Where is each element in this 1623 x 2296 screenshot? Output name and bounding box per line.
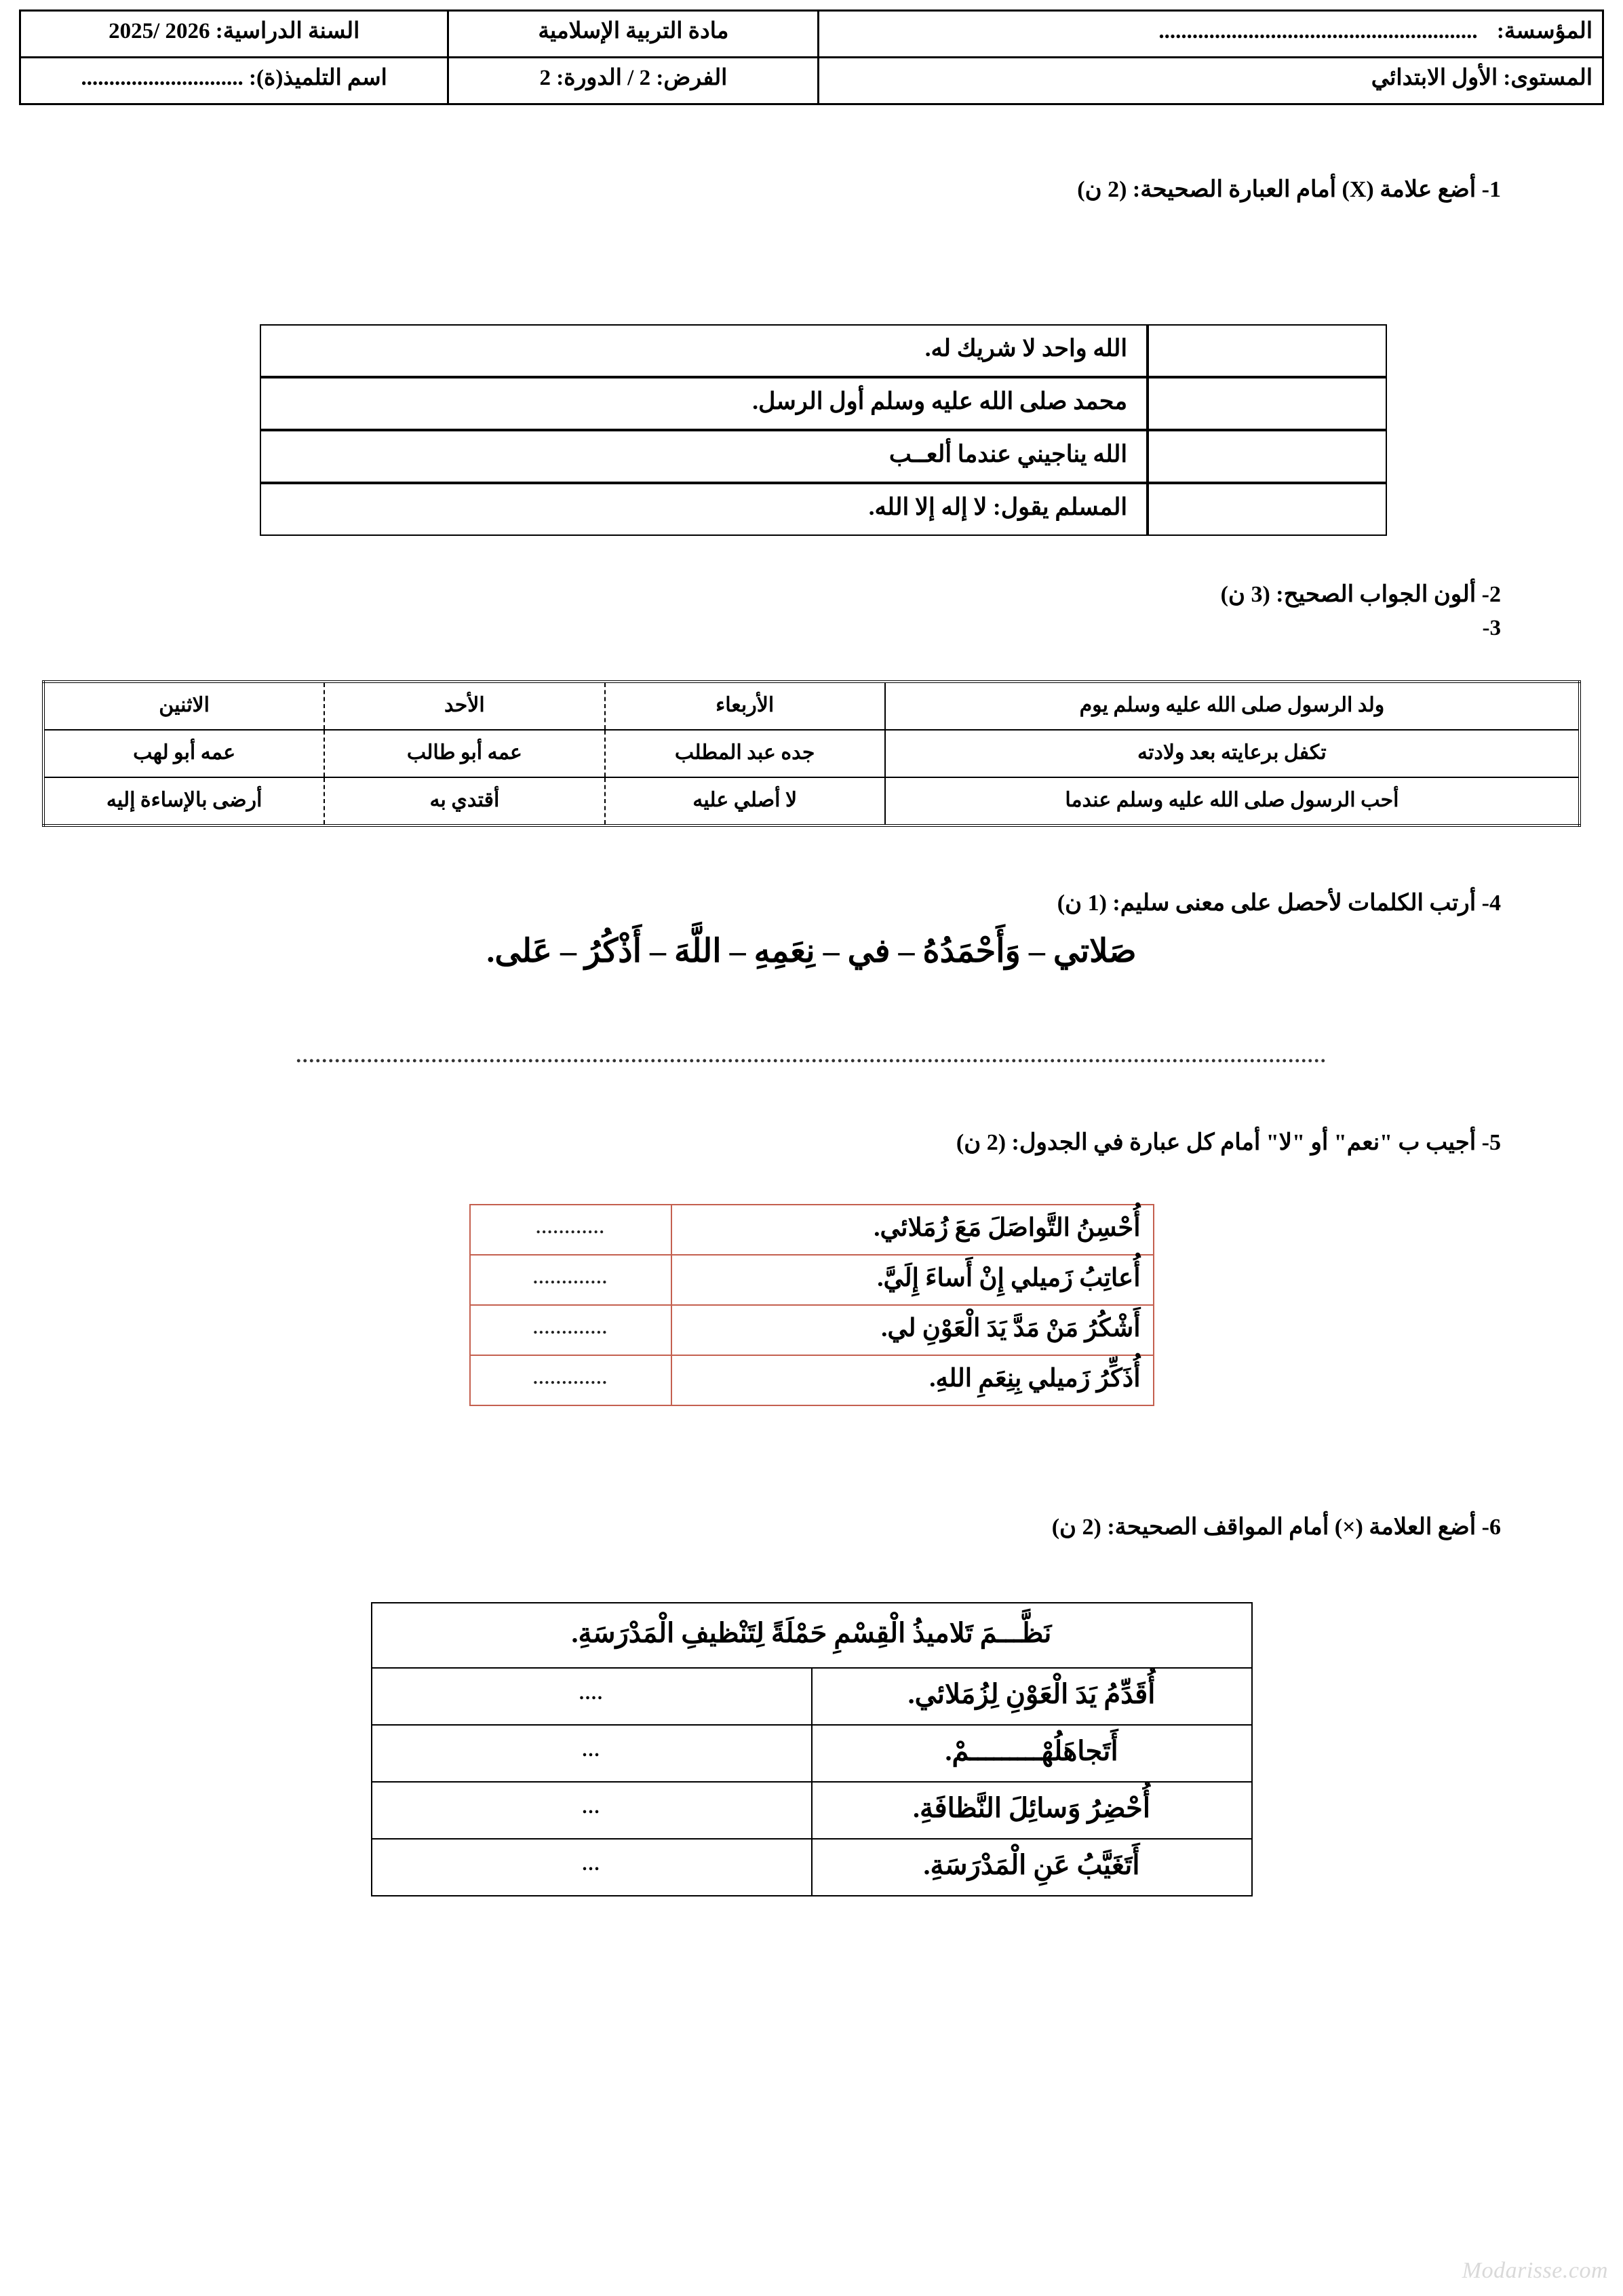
statement-text: أَتَغَيَّبُ عَنِ الْمَدْرَسَةِ. [812,1839,1252,1896]
option-cell[interactable]: الأحد [324,682,604,730]
table-header-row [372,1603,1252,1668]
header-row-2 [20,58,1603,104]
option-cell[interactable]: عمه أبو لهب [43,730,324,777]
pupil-name-label: اسم التلميذ(ة): [249,66,387,91]
statement-text: ولد الرسول صلى الله عليه وسلم يوم [885,682,1580,730]
option-cell[interactable]: عمه أبو طالب [324,730,604,777]
table-row [260,430,1387,483]
level-cell: المستوى: الأول الابتدائي [819,58,1603,104]
statement-text: أُحْسِنُ التَّواصَلَ مَعَ زُمَلائي. [671,1205,1153,1255]
institution-label: المؤسسة: [1496,19,1592,44]
question-5-prompt: 5- أجيب ب "نعم" أو "لا" أمام كل عبارة في الجدول: (2 ن) [956,1130,1501,1155]
question-1-prompt: 1- أضع علامة (X) أمام العبارة الصحيحة: (2 ن) [1077,177,1501,202]
pupil-name-cell [20,58,448,104]
pupil-name-value: ............................. [81,66,243,91]
test-cell: الفرض: 2 / الدورة: 2 [448,58,819,104]
institution-value: ......................................................... [1158,19,1478,44]
statement-text: تكفل برعايته بعد ولادته [885,730,1580,777]
site-watermark: Modarisse.com [1462,2258,1608,2283]
institution-cell [819,11,1603,58]
school-year-label: السنة الدراسية: [215,19,360,44]
answer-box[interactable]: ... [372,1725,812,1782]
question-2-prompt: 2- ألون الجواب الصحيح: (3 ن) [1220,582,1501,607]
table-row [372,1668,1252,1725]
option-cell[interactable]: الأربعاء [605,682,885,730]
question-1-table-wrapper [260,324,1387,536]
answer-box[interactable] [1148,430,1387,483]
question-6-table-wrapper [0,1602,1623,1896]
question-4-prompt: 4- أرتب الكلمات لأحصل على معنى سليم: (1 ن) [1057,891,1501,916]
school-year-value: 2026 /2025 [109,19,210,44]
statement-text: الله واحد لا شريك له. [260,324,1148,377]
answer-box[interactable]: ... [372,1839,812,1896]
answer-box[interactable]: .... [372,1668,812,1725]
question-2-table-wrapper [42,680,1581,827]
table-row [260,483,1387,536]
school-year-cell [20,11,448,58]
exam-header [19,9,1604,105]
table-row [43,682,1580,730]
question-3-prompt: 3- [1482,616,1501,640]
header-row-1 [20,11,1603,58]
table-row [372,1782,1252,1839]
question-1-table [260,324,1387,536]
table-row [260,324,1387,377]
answer-box[interactable]: ............ [470,1205,672,1255]
table-row [470,1255,1154,1305]
answer-line[interactable]: ................................................................................................................................................................ [296,1045,1327,1067]
statement-text: محمد صلى الله عليه وسلم أول الرسل. [260,377,1148,430]
answer-box[interactable]: ... [372,1782,812,1839]
table-row [372,1839,1252,1896]
option-cell[interactable]: أرضى بالإساءة إليه [43,777,324,825]
statement-text: أُذَكِّرُ زَميلي بِنِعَمِ اللهِ. [671,1355,1153,1405]
statement-text: أحب الرسول صلى الله عليه وسلم عندما [885,777,1580,825]
header-table [19,9,1604,105]
answer-box[interactable]: ............. [470,1255,672,1305]
table-row [470,1305,1154,1355]
table-row [260,377,1387,430]
statement-text: أُحْضِرُ وَسائِلَ النَّظافَةِ. [812,1782,1252,1839]
option-cell[interactable]: الاثنين [43,682,324,730]
table-row [43,730,1580,777]
question-6-prompt: 6- أضع العلامة (×) أمام المواقف الصحيحة: (2 ن) [1051,1515,1501,1540]
table-row [43,777,1580,825]
statement-text: أَتَجاهَلُهْـــــــــمْ. [812,1725,1252,1782]
statement-text: أُقَدِّمُ يَدَ الْعَوْنِ لِزُمَلائي. [812,1668,1252,1725]
table-row [470,1205,1154,1255]
subject-cell: مادة التربية الإسلامية [448,11,819,58]
answer-box[interactable] [1148,483,1387,536]
question-5-table [469,1204,1154,1406]
option-cell[interactable]: جده عبد المطلب [605,730,885,777]
statement-text: المسلم يقول: لا إله إلا الله. [260,483,1148,536]
scrambled-words: صَلاتي – وَأَحْمَدُهُ – في – نِعَمِهِ – اللَّهَ – أَذْكُرُ – عَلى. [486,933,1137,969]
option-cell[interactable]: لا أصلي عليه [605,777,885,825]
table-row [372,1725,1252,1782]
answer-box[interactable]: ............. [470,1355,672,1405]
situation-header: نَظَّـــمَ تَلاميذُ الْقِسْمِ حَمْلَةً لِتَنْظيفِ الْمَدْرَسَةِ. [372,1603,1252,1668]
statement-text: أَشْكُرُ مَنْ مَدَّ يَدَ الْعَوْنِ لي. [671,1305,1153,1355]
question-2-table [42,680,1581,827]
option-cell[interactable]: أقتدي به [324,777,604,825]
answer-box[interactable]: ............. [470,1305,672,1355]
statement-text: أُعاتِبُ زَميلي إِنْ أَساءَ إِلَيَّ. [671,1255,1153,1305]
answer-box[interactable] [1148,324,1387,377]
statement-text: الله يناجيني عندما ألعــب [260,430,1148,483]
answer-box[interactable] [1148,377,1387,430]
table-row [470,1355,1154,1405]
question-6-table [371,1602,1253,1896]
question-5-table-wrapper [0,1204,1623,1406]
